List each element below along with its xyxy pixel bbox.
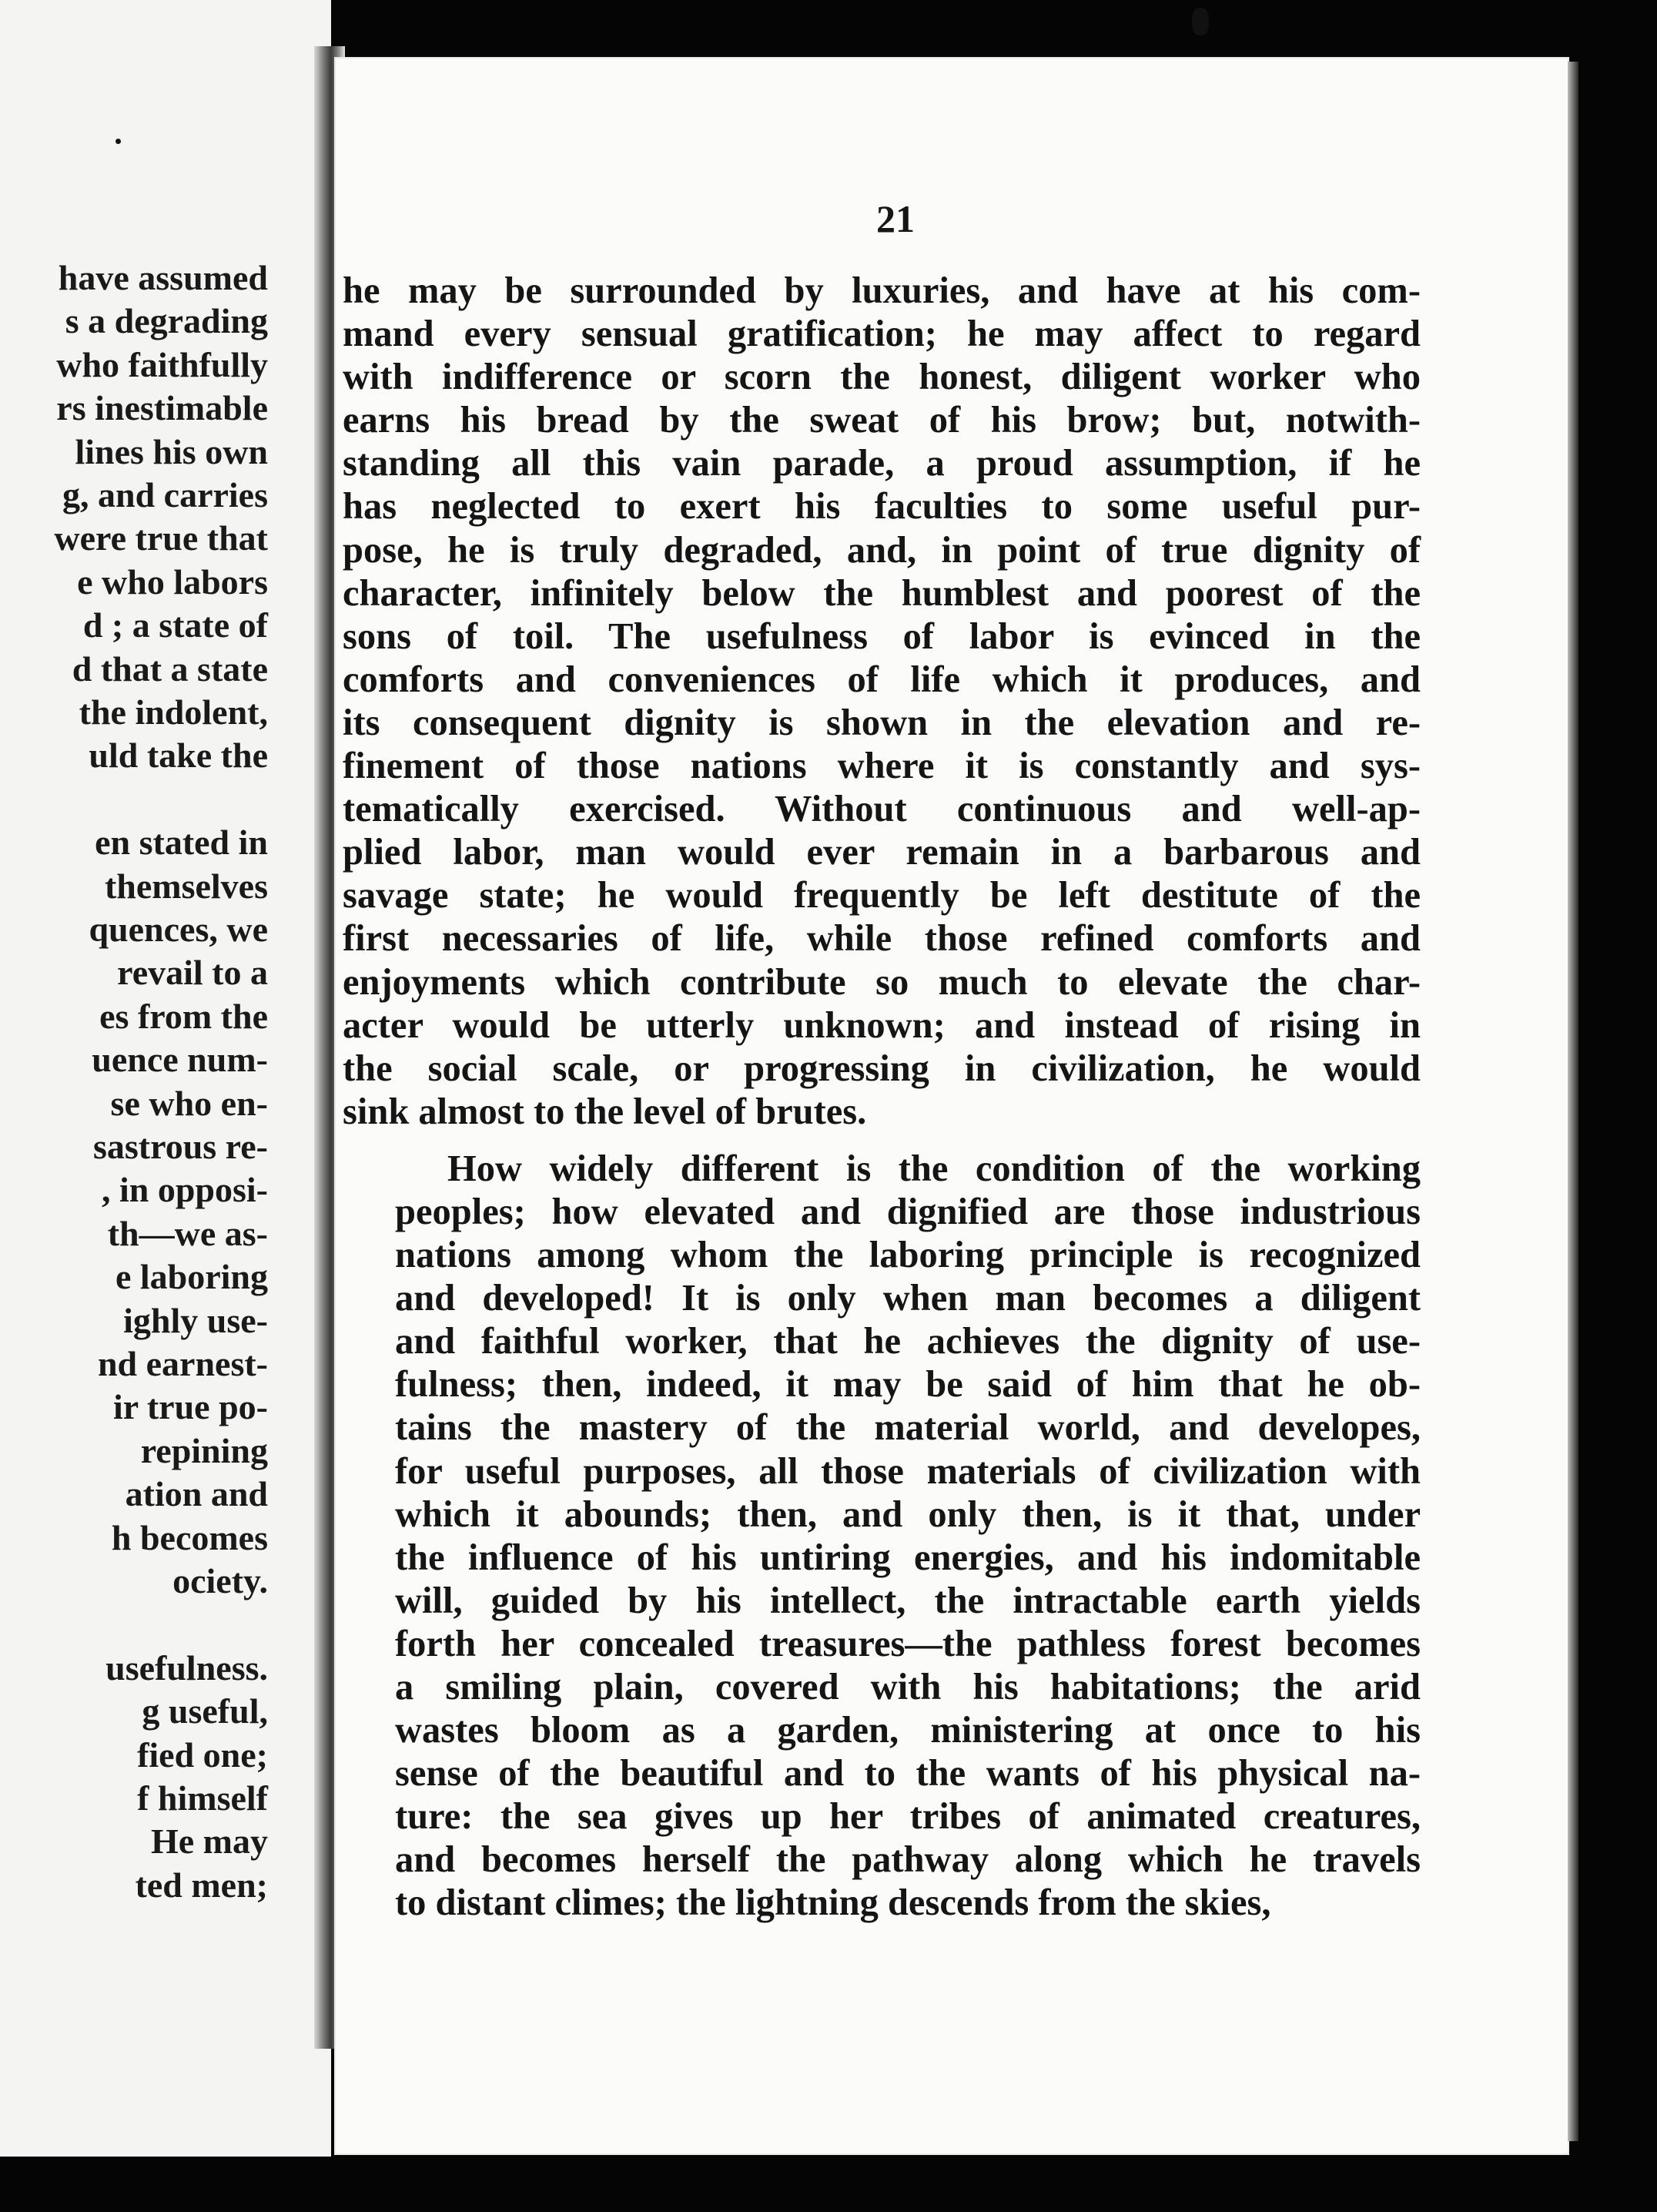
text-line: has neglected to exert his faculties to some useful pur- [343,486,1421,528]
page-body-text [343,270,1421,1925]
left-page-line: e laboring [115,1257,268,1297]
text-line: a smiling plain, covered with his habitations; the arid [395,1667,1421,1708]
left-page-line: have assumed [58,258,268,297]
left-page-line: h becomes [111,1517,268,1557]
text-line: earns his bread by the sweat of his brow; but, notwith- [343,400,1421,441]
left-page-line: rs inestimable [56,388,268,428]
left-page-line: se who en- [110,1083,268,1123]
left-page-line: f himself [137,1778,268,1818]
left-page-line: uence num- [92,1040,268,1080]
paragraph-2 [343,1148,1421,1925]
left-page-line: quences, we [89,910,268,949]
text-line: comforts and conveniences of life which it produces, and [343,659,1421,700]
text-line: savage state; he would frequently be left destitute of the [343,875,1421,917]
left-page-line: revail to a [117,953,268,993]
left-page-line: ociety. [172,1561,268,1600]
text-line: peoples; how elevated and dignified are those industrious [395,1191,1421,1232]
left-page-line: g, and carries [62,475,268,514]
text-line: standing all this vain parade, a proud assumption, if he [343,443,1421,484]
text-line: forth her concealed treasures—the pathless forest becomes [395,1623,1421,1664]
left-page-line: s a degrading [65,301,268,341]
text-line: finement of those nations where it is constantly and sys- [343,746,1421,787]
text-line: How widely different is the condition of the working [447,1148,1421,1189]
text-line: the social scale, or progressing in civilization, he would [343,1047,1421,1089]
text-line: plied labor, man would ever remain in a barbarous and [343,832,1421,873]
text-line: pose, he is truly degraded, and, in point of true dignity of [343,529,1421,571]
left-page-line: g useful, [142,1691,268,1731]
text-line: wastes bloom as a garden, ministering at once to his [395,1710,1421,1751]
text-line: sink almost to the level of brutes. [343,1091,867,1132]
text-line: its consequent dignity is shown in the elevation and re- [343,702,1421,743]
left-page-line: uld take the [89,736,268,776]
text-line: acter would be utterly unknown; and instead of rising in [343,1004,1421,1046]
page-number: 21 [876,197,915,240]
text-line: tematically exercised. Without continuous and well-ap- [343,789,1421,830]
page-edge [1568,62,1578,2141]
text-line: which it abounds; then, and only then, is it that, under [395,1493,1421,1535]
left-page-line: were true that [54,518,268,558]
text-line: fulness; then, indeed, it may be said of him that he ob- [395,1364,1421,1406]
left-page-line: en stated in [95,823,268,863]
left-page-line: nd earnest- [97,1344,268,1383]
left-page-line: themselves [104,866,268,906]
left-page-line: es from the [99,996,268,1036]
left-page-line: sastrous re- [92,1127,268,1166]
text-line: enjoyments which contribute so much to elevate the char- [343,961,1421,1003]
left-page-line: ted men; [135,1865,268,1905]
text-line: he may be surrounded by luxuries, and have at his com- [343,270,1421,311]
left-page-line: , in opposi- [101,1170,268,1210]
left-page-line: ir true po- [112,1387,268,1427]
left-page-line: usefulness. [105,1647,268,1687]
left-page-line: repining [140,1430,268,1470]
text-line: tains the mastery of the material world, and developes, [395,1407,1421,1449]
text-line: and faithful worker, that he achieves the dignity of use- [395,1321,1421,1362]
text-line: nations among whom the laboring principle is recognized [395,1235,1421,1276]
scan-speck [1192,8,1209,35]
left-page-line: lines his own [75,431,268,471]
text-line: and becomes herself the pathway along which he travels [395,1839,1421,1881]
left-page-line: d that a state [72,649,268,689]
left-page-line: ation and [125,1474,268,1514]
left-page-line: the indolent, [79,692,268,732]
text-line: the influence of his untiring energies, and his indomitable [395,1537,1421,1578]
left-page-line: th—we as- [107,1213,268,1253]
text-line: for useful purposes, all those materials of civilization with [395,1450,1421,1492]
scan-speck [115,139,121,144]
text-line: with indifference or scorn the honest, diligent worker who [343,357,1421,398]
paragraph-1 [343,270,1421,1134]
text-line: to distant climes; the lightning descends from the skies, [395,1882,1271,1924]
text-line: character, infinitely below the humblest and poorest of the [343,572,1421,614]
text-line: mand every sensual gratification; he may affect to regard [343,313,1421,355]
text-line: and developed! It is only when man becomes a diligent [395,1278,1421,1319]
previous-page [0,0,331,2157]
text-line: first necessaries of life, while those refined comforts and [343,918,1421,960]
left-page-line: fied one; [137,1734,268,1775]
text-line: ture: the sea gives up her tribes of animated creatures, [395,1796,1421,1838]
text-line: sense of the beautiful and to the wants of his physical na- [395,1753,1421,1795]
text-line: will, guided by his intellect, the intractable earth yields [395,1580,1421,1621]
left-page-line: d ; a state of [82,605,268,645]
left-page-line: e who labors [77,561,268,602]
left-page-line: ighly use- [123,1300,268,1340]
left-page-line: He may [150,1822,268,1862]
left-page-line: who faithfully [56,344,268,384]
text-line: sons of toil. The usefulness of labor is evinced in the [343,615,1421,657]
